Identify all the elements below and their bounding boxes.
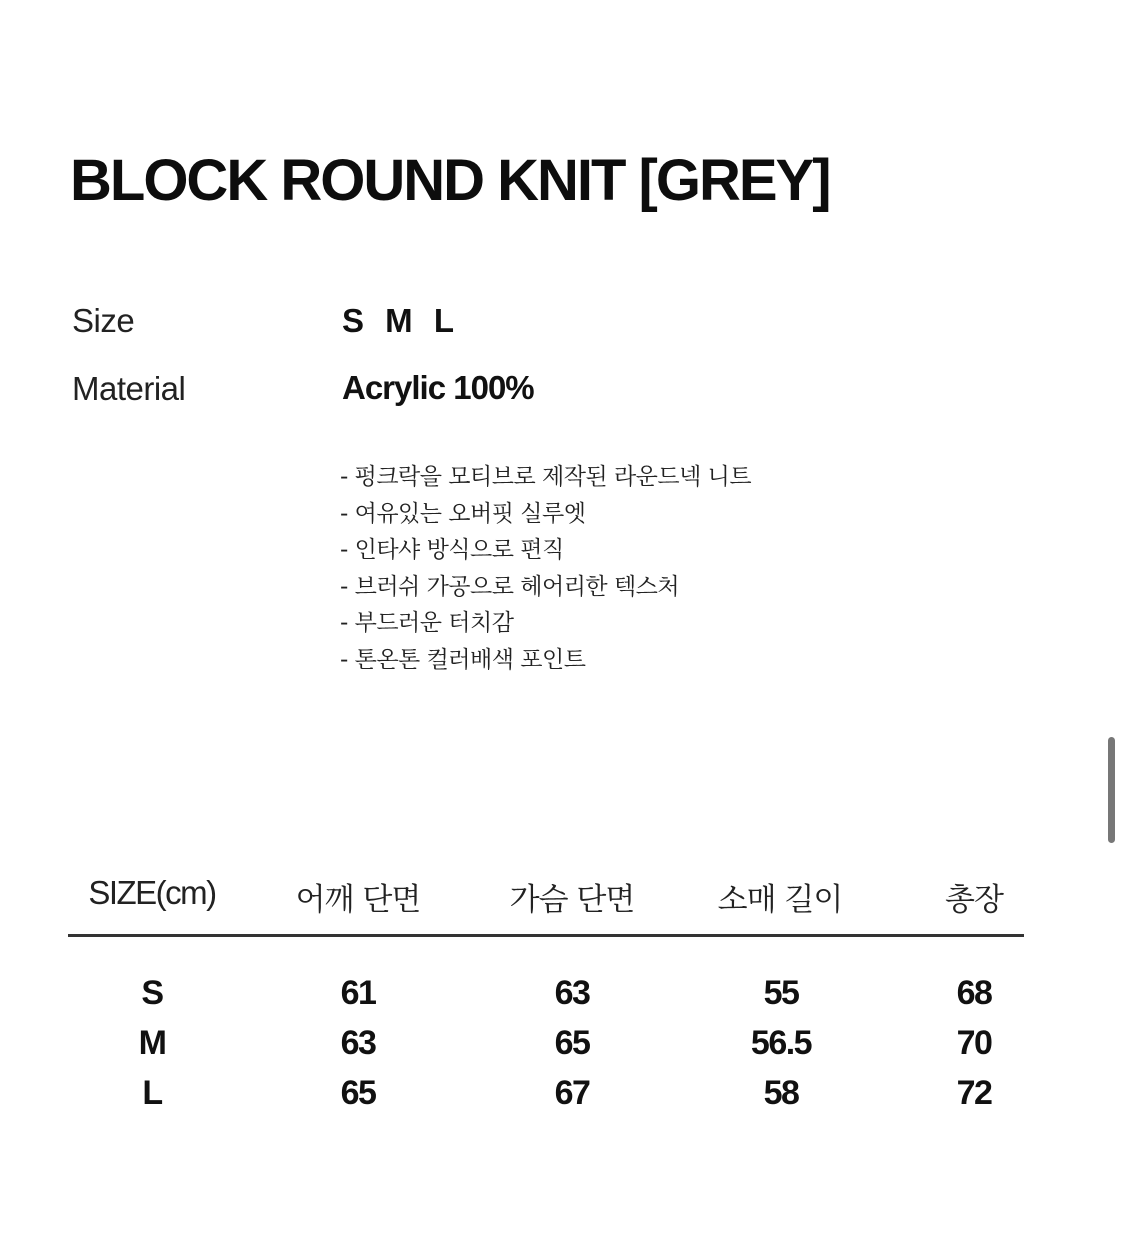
size-table-header bbox=[68, 860, 1024, 937]
feature-item: - 인타샤 방식으로 편직 bbox=[340, 537, 564, 563]
feature-list bbox=[340, 459, 751, 678]
feature-item: - 톤온톤 컬러배색 포인트 bbox=[340, 646, 586, 673]
header-chest: 가슴 단면 bbox=[509, 882, 635, 918]
cell-sleeve: 55 bbox=[763, 974, 799, 1012]
cell-size: L bbox=[142, 1074, 162, 1112]
size-table-body bbox=[68, 974, 1024, 1124]
table-row bbox=[68, 1024, 1024, 1074]
cell-size: M bbox=[138, 1024, 166, 1062]
header-sleeve: 소매 길이 bbox=[717, 882, 843, 918]
feature-item: - 펑크락을 모티브로 제작된 라운드넥 니트 bbox=[340, 464, 752, 490]
header-length: 총장 bbox=[945, 882, 1003, 918]
header-size: SIZE(cm) bbox=[88, 874, 216, 911]
cell-sleeve: 58 bbox=[763, 1074, 799, 1112]
size-label: Size bbox=[72, 302, 135, 339]
size-table bbox=[68, 860, 1024, 1124]
size-value: S M L bbox=[342, 302, 456, 339]
cell-length: 70 bbox=[956, 1024, 992, 1062]
table-row bbox=[68, 1074, 1024, 1124]
cell-chest: 65 bbox=[554, 1024, 590, 1062]
header-shoulder: 어깨 단면 bbox=[295, 882, 421, 918]
cell-chest: 67 bbox=[554, 1074, 590, 1112]
material-value: Acrylic 100% bbox=[342, 369, 534, 406]
cell-size: S bbox=[141, 974, 163, 1012]
cell-length: 68 bbox=[956, 974, 992, 1012]
table-row bbox=[68, 974, 1024, 1024]
vertical-scrollbar[interactable] bbox=[1108, 737, 1115, 843]
cell-shoulder: 63 bbox=[340, 1024, 376, 1062]
cell-chest: 63 bbox=[554, 974, 590, 1012]
cell-shoulder: 61 bbox=[340, 974, 376, 1012]
feature-item: - 부드러운 터치감 bbox=[340, 610, 514, 636]
product-title: BLOCK ROUND KNIT [GREY] bbox=[70, 147, 830, 213]
feature-item: - 여유있는 오버핏 실루엣 bbox=[340, 500, 586, 527]
cell-length: 72 bbox=[956, 1074, 992, 1112]
cell-shoulder: 65 bbox=[340, 1074, 376, 1112]
feature-item: - 브러쉬 가공으로 헤어리한 텍스처 bbox=[340, 573, 680, 600]
material-label: Material bbox=[72, 370, 186, 407]
cell-sleeve: 56.5 bbox=[750, 1024, 812, 1062]
